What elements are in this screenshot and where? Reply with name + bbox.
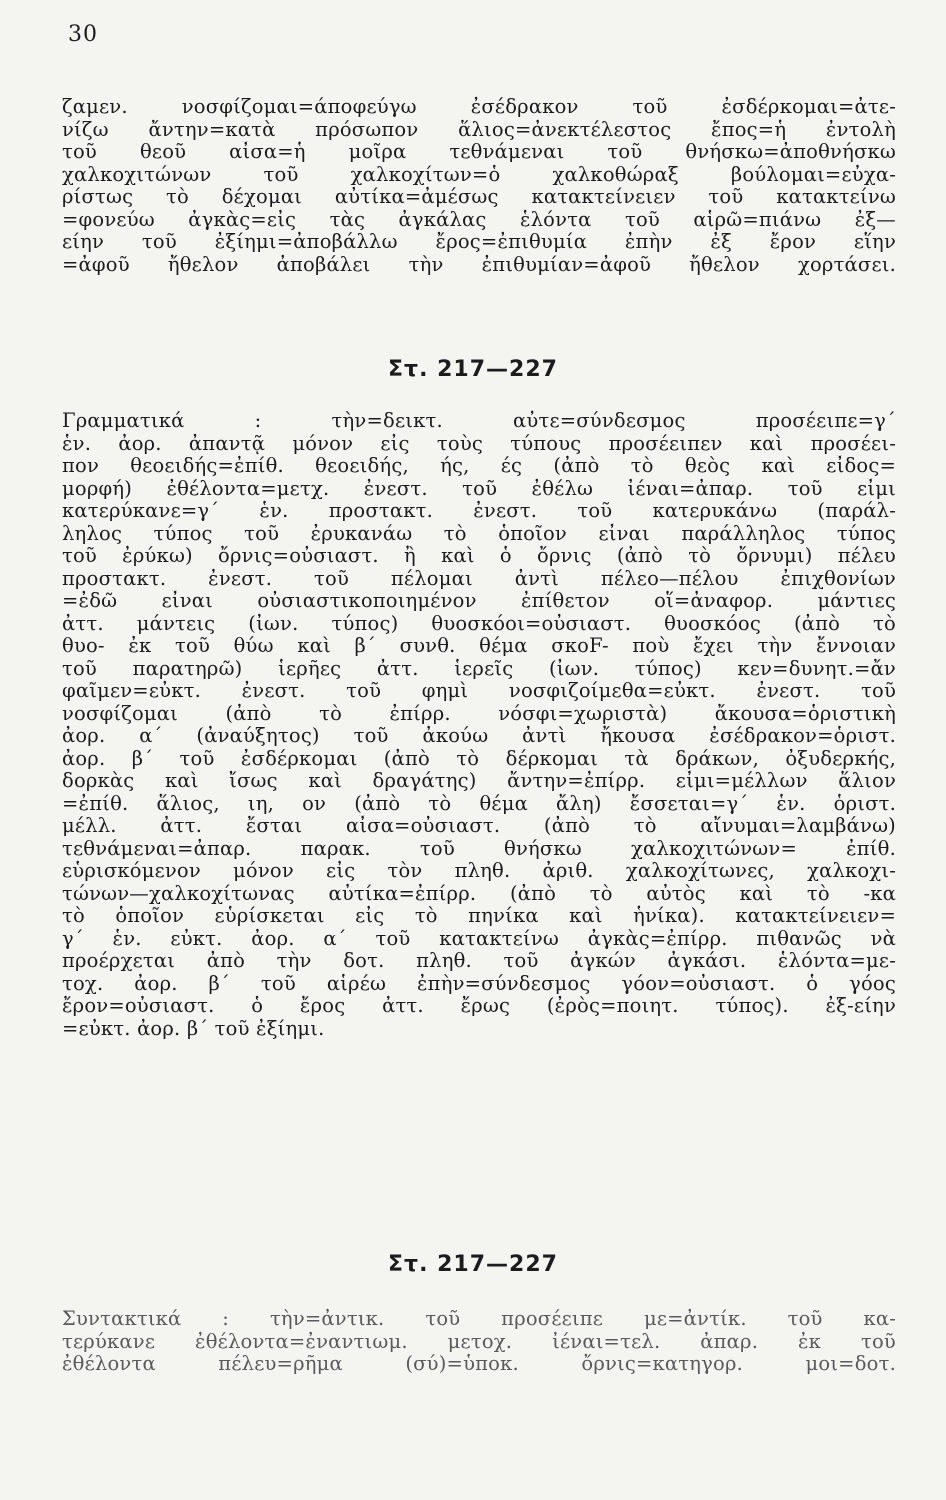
text-line: ἑν. ἀορ. ἀπαντᾷ μόνον εἰς τοὺς τύπους προσέειπεν καὶ προσέει- (62, 432, 896, 455)
text-line: μορφή) ἐθέλοντα=μετχ. ἐνεστ. τοῦ ἐθέλω ἰέναι=ἀπαρ. τοῦ εἶμι (62, 477, 896, 500)
text-line: μέλλ. ἀττ. ἔσται αἶσα=οὐσιαστ. (ἀπὸ τὸ αἴνυμαι=λαμβάνω) (62, 815, 896, 837)
text-line: τώνων—χαλκοχίτωνας αὐτίκα=ἐπίρρ. (ἀπὸ τὸ αὐτὸς καὶ τὸ -κα (62, 882, 896, 905)
text-line: είην τοῦ ἐξίημι=ἀποβάλλω ἔρος=ἐπιθυμία ἐπὴν ἐξ ἔρον εἵην (62, 231, 896, 253)
text-line: ἀορ. α΄ (ἀναύξητος) τοῦ ἀκούω ἀντὶ ἤκουσα ἐσέδρακον=ὁριστ. (62, 725, 896, 747)
text-line: χαλκοχιτώνων τοῦ χαλκοχίτων=ὁ χαλκοθώραξ βούλομαι=εὐχα- (62, 163, 896, 186)
text-line: =ἐπίθ. ἅλιος, ιη, ον (ἀπὸ τὸ θέμα ἄλη) ἔσσεται=γ΄ ἑν. ὁριστ. (62, 792, 896, 815)
text-line: νοσφίζομαι (ἀπὸ τὸ ἐπίρρ. νόσφι=χωριστὰ) ἄκουσα=ὁριστικὴ (62, 702, 896, 725)
text-line: =εὐκτ. ἀορ. β΄ τοῦ ἐξίημι. (62, 1017, 325, 1040)
paragraph-syntax (62, 1308, 896, 1376)
text-line: εὑρισκόμενον μόνον εἰς τὸν πληθ. ἀριθ. χαλκοχίτωνες, χαλκοχι- (62, 860, 896, 882)
text-line: τοχ. ἀορ. β΄ τοῦ αἱρέω ἐπὴν=σύνδεσμος γόον=οὐσιαστ. ὁ γόος (62, 972, 896, 995)
text-line: ἔρον=οὐσιαστ. ὁ ἔρος ἀττ. ἔρως (ἐρὸς=ποιητ. τύπος). ἐξ-είην (62, 995, 896, 1017)
text-line: =ἐδῶ εἶναι οὐσιαστικοποιημένον ἐπίθετον οἵ=ἀναφορ. μάντιες (62, 590, 896, 612)
text-line: ρίστως τὸ δέχομαι αὐτίκα=ἀμέσως κατακτείνειεν τοῦ κατακτείνω (62, 186, 896, 208)
text-line: τερύκανε ἐθέλοντα=ἐναντιωμ. μετοχ. ἰέναι=τελ. ἀπαρ. ἐκ τοῦ (62, 1330, 896, 1353)
text-line: προστακτ. ἐνεστ. τοῦ πέλομαι ἀντὶ πέλεο—πέλου ἐπιχθονίων (62, 567, 896, 590)
text-line: πον θεοειδής=ἐπίθ. θεοειδής, ής, ές (ἀπὸ τὸ θεὸς καὶ εἶδος= (62, 455, 896, 477)
text-line: ἐθέλοντα πέλευ=ρῆμα (σύ)=ὑποκ. ὄρνις=κατηγορ. μοι=δοτ. (62, 1353, 896, 1375)
text-line: ἀορ. β΄ τοῦ ἐσδέρκομαι (ἀπὸ τὸ δέρκομαι τὰ δράκων, ὀξυδερκής, (62, 747, 896, 770)
text-line: προέρχεται ἀπὸ τὴν δοτ. πληθ. τοῦ ἀγκών ἀγκάσι. ἑλόντα=με- (62, 950, 896, 972)
text-line: θυο- ἐκ τοῦ θύω καὶ β΄ συνθ. θέμα σκοF- ποὺ ἔχει τὴν ἔννοιαν (62, 635, 896, 657)
text-line: τοῦ θεοῦ αἶσα=ἡ μοῖρα τεθνάμεναι τοῦ θνήσκω=ἀποθνήσκω (62, 141, 896, 163)
text-line: τὸ ὁποῖον εὑρίσκεται εἰς τὸ πηνίκα καὶ ἡνίκα). κατακτείνειεν= (62, 905, 896, 927)
text-line: νίζω ἄντην=κατὰ πρόσωπον ἅλιος=ἀνεκτέλεστος ἔπος=ἡ ἐντολὴ (62, 118, 896, 141)
page-number: 30 (68, 22, 98, 47)
text-line: τοῦ ἐρύκω) ὄρνις=οὐσιαστ. ἢ καὶ ὁ ὄρνις (ἀπὸ τὸ ὄρνυμι) πέλευ (62, 545, 896, 567)
text-line: =φονεύω ἀγκὰς=εἰς τὰς ἀγκάλας ἑλόντα τοῦ αἱρῶ=πιάνω ἐξ— (62, 208, 896, 231)
paragraph-vocabulary (62, 96, 896, 276)
text-line: δορκὰς καὶ ἴσως καὶ δραγάτης) ἄντην=ἐπίρρ. εἶμι=μέλλων ἅλιον (62, 770, 896, 792)
text-line: γ΄ ἑν. εὐκτ. ἀορ. α΄ τοῦ κατακτείνω ἀγκὰς=ἐπίρρ. πιθανῶς νὰ (62, 927, 896, 950)
paragraph-grammar (62, 410, 896, 1040)
text-line: ζαμεν. νοσφίζομαι=άποφεύγω ἐσέδρακον τοῦ ἐσδέρκομαι=ἀτε- (62, 96, 896, 118)
text-line: τεθνάμεναι=ἀπαρ. παρακ. τοῦ θνήσκω χαλκοχιτώνων= ἐπίθ. (62, 837, 896, 860)
section-heading: Στ. 217—227 (388, 357, 558, 382)
text-line: Συντακτικά : τὴν=ἀντικ. τοῦ προσέειπε με=ἀντίκ. τοῦ κα- (62, 1308, 896, 1330)
section-heading: Στ. 217—227 (388, 1252, 558, 1277)
text-line: ἀττ. μάντεις (ἰων. τύπος) θυοσκόοι=οὐσιαστ. θυοσκόος (ἀπὸ τὸ (62, 612, 896, 635)
text-line: =ἀφοῦ ἤθελον ἀποβάλει τὴν ἐπιθυμίαν=ἀφοῦ ἤθελον χορτάσει. (62, 253, 896, 276)
text-line: τοῦ παρατηρῶ) ἱερῆες ἀττ. ἱερεῖς (ἰων. τύπος) κεν=δυνητ.=ἄν (62, 657, 896, 680)
text-line: φαῖμεν=εὐκτ. ἐνεστ. τοῦ φημὶ νοσφιζοίμεθα=εὐκτ. ἐνεστ. τοῦ (62, 680, 896, 702)
text-line: Γραμματικά : τὴν=δεικτ. αὖτε=σύνδεσμος προσέειπε=γ΄ (62, 410, 896, 432)
text-line: κατερύκανε=γ΄ ἑν. προστακτ. ἐνεστ. τοῦ κατερυκάνω (παράλ- (62, 500, 896, 522)
text-line: ληλος τύπος τοῦ ἐρυκανάω τὸ ὁποῖον εἶναι παράλληλος τύπος (62, 522, 896, 545)
